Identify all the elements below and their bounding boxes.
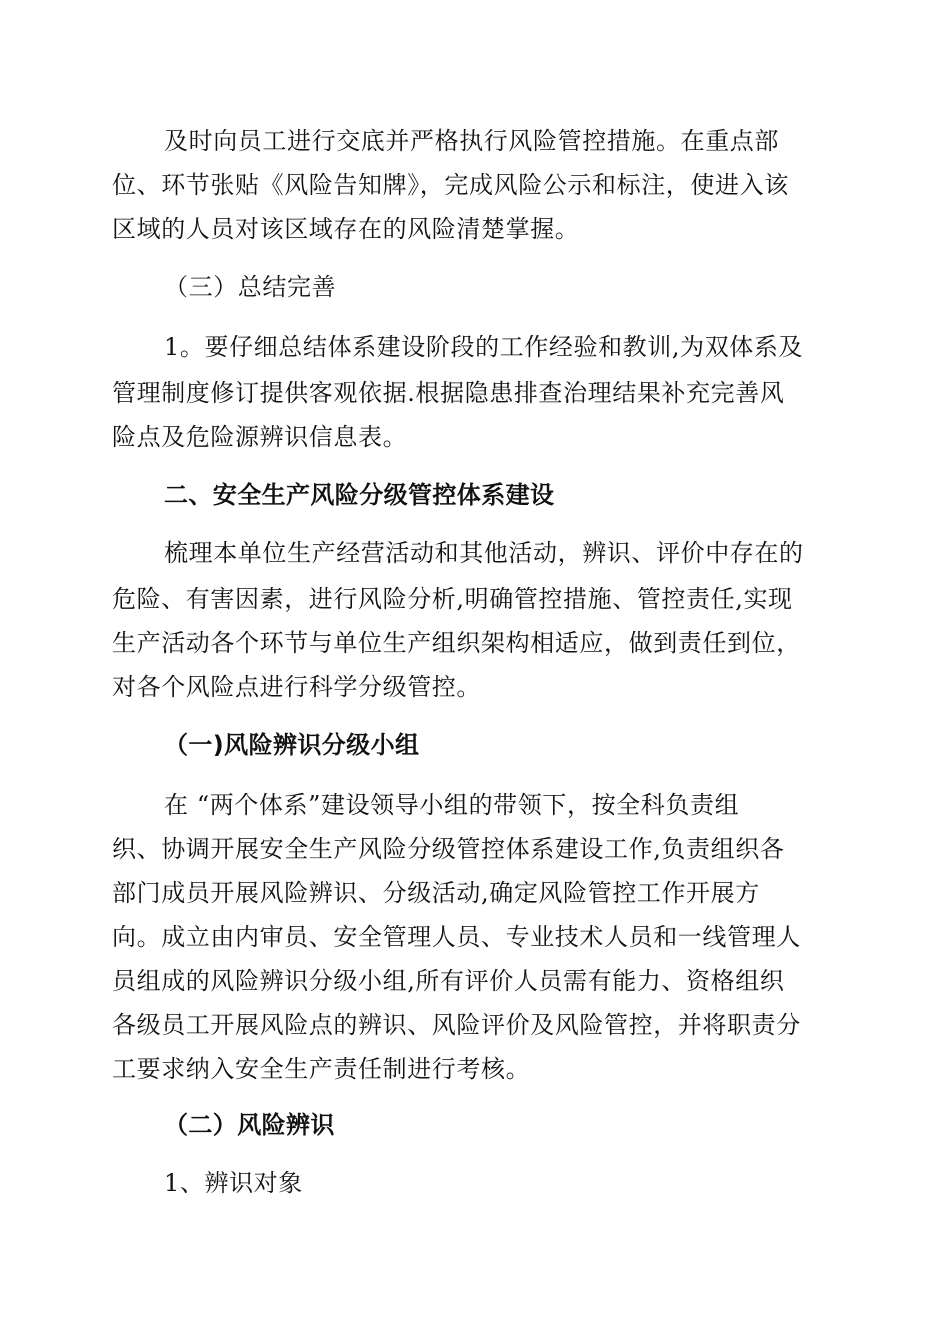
paragraph-line: 织、协调开展安全生产风险分级管控体系建设工作,负责组织各 [112,835,785,863]
subsection-heading-risk-group: （一)风险辨识分级小组 [164,731,420,759]
paragraph-line: 管理制度修订提供客观依据.根据隐患排查治理结果补充完善风 [112,379,785,407]
paragraph-line: 在 “两个体系”建设领导小组的带领下，按全科负责组 [164,791,740,819]
paragraph-line: 生产活动各个环节与单位生产组织架构相适应，做到责任到位， [112,629,801,657]
paragraph-line: 区域的人员对该区域存在的风险清楚掌握。 [112,215,580,243]
paragraph-line: 位、环节张贴《风险告知牌》，完成风险公示和标注，使进入该 [112,171,789,199]
paragraph-line: 各级员工开展风险点的辨识、风险评价及风险管控，并将职责分 [112,1011,801,1039]
paragraph-line: 梳理本单位生产经营活动和其他活动，辨识、评价中存在的 [164,539,804,567]
section-heading-risk-control: 二、安全生产风险分级管控体系建设 [164,481,555,509]
section-heading-summary: （三）总结完善 [164,273,337,301]
paragraph-line: 向。成立由内审员、安全管理人员、专业技术人员和一线管理人 [112,923,801,951]
paragraph-line: 工要求纳入安全生产责任制进行考核。 [112,1055,531,1083]
paragraph-line: 险点及危险源辨识信息表。 [112,423,408,451]
subsection-heading-risk-identification: （二）风险辨识 [164,1111,335,1139]
list-item-identification-object: 1、辨识对象 [164,1169,303,1197]
paragraph-line: 及时向员工进行交底并严格执行风险管控措施。在重点部 [164,127,779,155]
paragraph-line: 部门成员开展风险辨识、分级活动,确定风险管控工作开展方 [112,879,760,907]
paragraph-line: 对各个风险点进行科学分级管控。 [112,673,481,701]
paragraph-line: 员组成的风险辨识分级小组,所有评价人员需有能力、资格组织 [112,967,785,995]
paragraph-line: 1。要仔细总结体系建设阶段的工作经验和教训,为双体系及 [164,333,804,361]
paragraph-line: 危险、有害因素，进行风险分析,明确管控措施、管控责任,实现 [112,585,793,613]
